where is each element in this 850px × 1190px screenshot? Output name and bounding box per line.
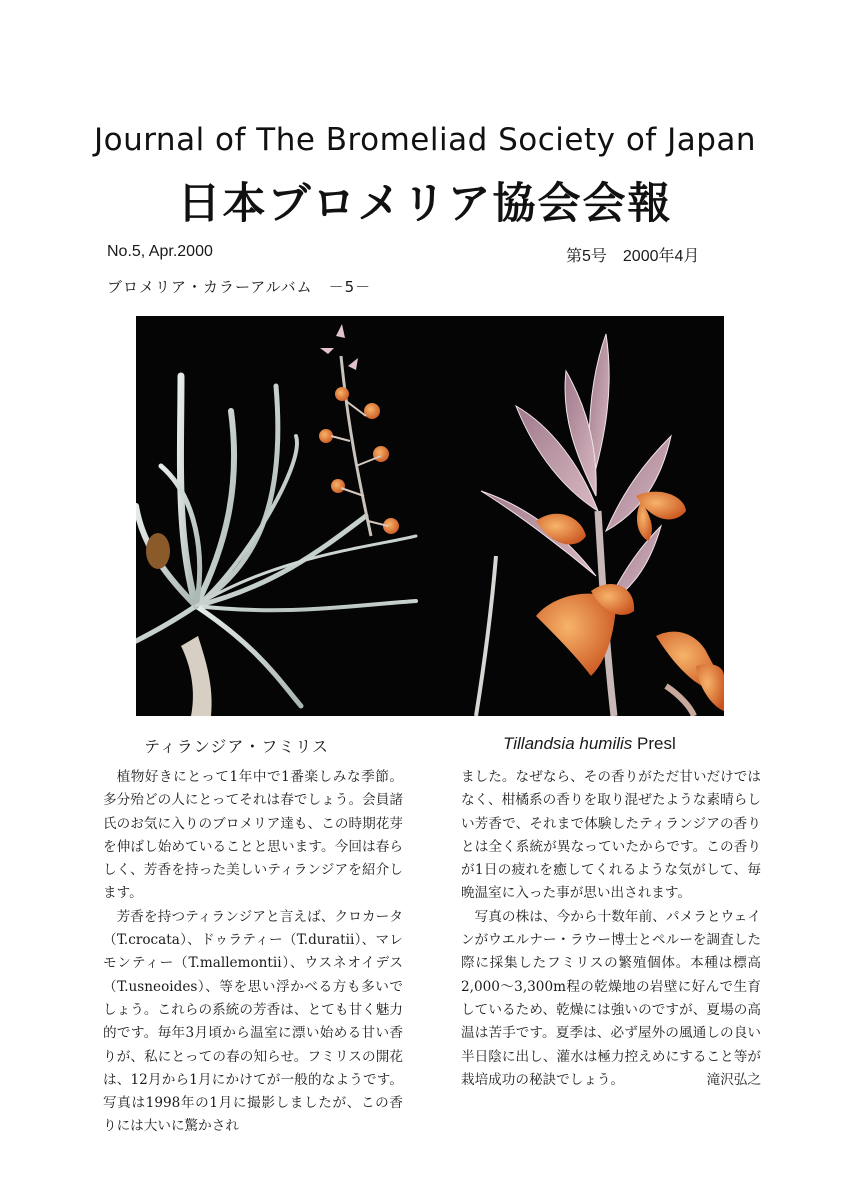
caption-authority: Presl xyxy=(632,734,676,753)
article-paragraph-continuation: ました。なぜなら、その香りがただ甘いだけではなく、柑橘系の香りを取り混ぜたような素晴らしい芳香で、それまで体験したティランジアの香りとは全く系統が異なっていたからです。この香りが1日の疲れを癒してくれるような気がして、毎晩温室に入った事が思い出されます。 xyxy=(461,769,761,902)
article-paragraph: 写真の株は、今から十数年前、パメラとウェインがウエルナー・ラウー博士とペルーを調査した際に採集したフミリスの繁殖個体。本種は標高2,000～3,300m程の乾燥地の岩壁に好んで生育しているため、乾燥には強いのですが、夏場の高温は苦手です。夏季は、必ず屋外の風通しの良い半日陰に出し、灌水は極力控えめにすること等が栽培成功の秘訣でしょう。 xyxy=(461,908,761,1088)
caption-scientific-name xyxy=(503,734,676,754)
article-column-right xyxy=(461,766,761,1092)
journal-title-japanese: 日本ブロメリア協会会報 xyxy=(177,179,673,229)
article-author: 滝沢弘之 xyxy=(706,1071,761,1088)
issue-number: No.5, Apr.2000 xyxy=(107,243,213,260)
tillandsia-photo xyxy=(136,316,724,716)
caption-japanese: ティランジア・フミリス xyxy=(144,737,330,756)
article-column-left xyxy=(103,766,403,1139)
series-title: ブロメリア・カラーアルバム －5－ xyxy=(107,278,372,296)
caption-species: Tillandsia humilis xyxy=(503,734,633,753)
article-paragraph: 植物好きにとって1年中で1番楽しみな季節。多分殆どの人にとってそれは春でしょう。会員諸氏のお気に入りのブロメリア達も、この時期花芽を伸ばし始めていることと思います。今回は春らしく、芳香を持った美しいティランジアを紹介します。 xyxy=(103,769,403,902)
issue-date: 第5号 2000年4月 xyxy=(566,248,700,265)
article-paragraph: 芳香を持つティランジアと言えば、クロカータ（T.crocata）、ドゥラティー（T.duratii）、マレモンティー（T.mallemontii）、ウスネオイデス（T.usneoides）、等を思い浮かべる方も多いでしょう。これらの系統の芳香は、とても甘く魅力的です。毎年3月頃から温室に漂い始める甘い香りが、私にとっての春の知らせ。フミリスの開花は、12月から1月にかけてが一般的なようです。写真は1998年の1月に撮影しましたが、この香りには大いに驚かされ xyxy=(103,908,403,1135)
journal-title-english: Journal of The Bromeliad Society of Japan xyxy=(93,122,757,158)
